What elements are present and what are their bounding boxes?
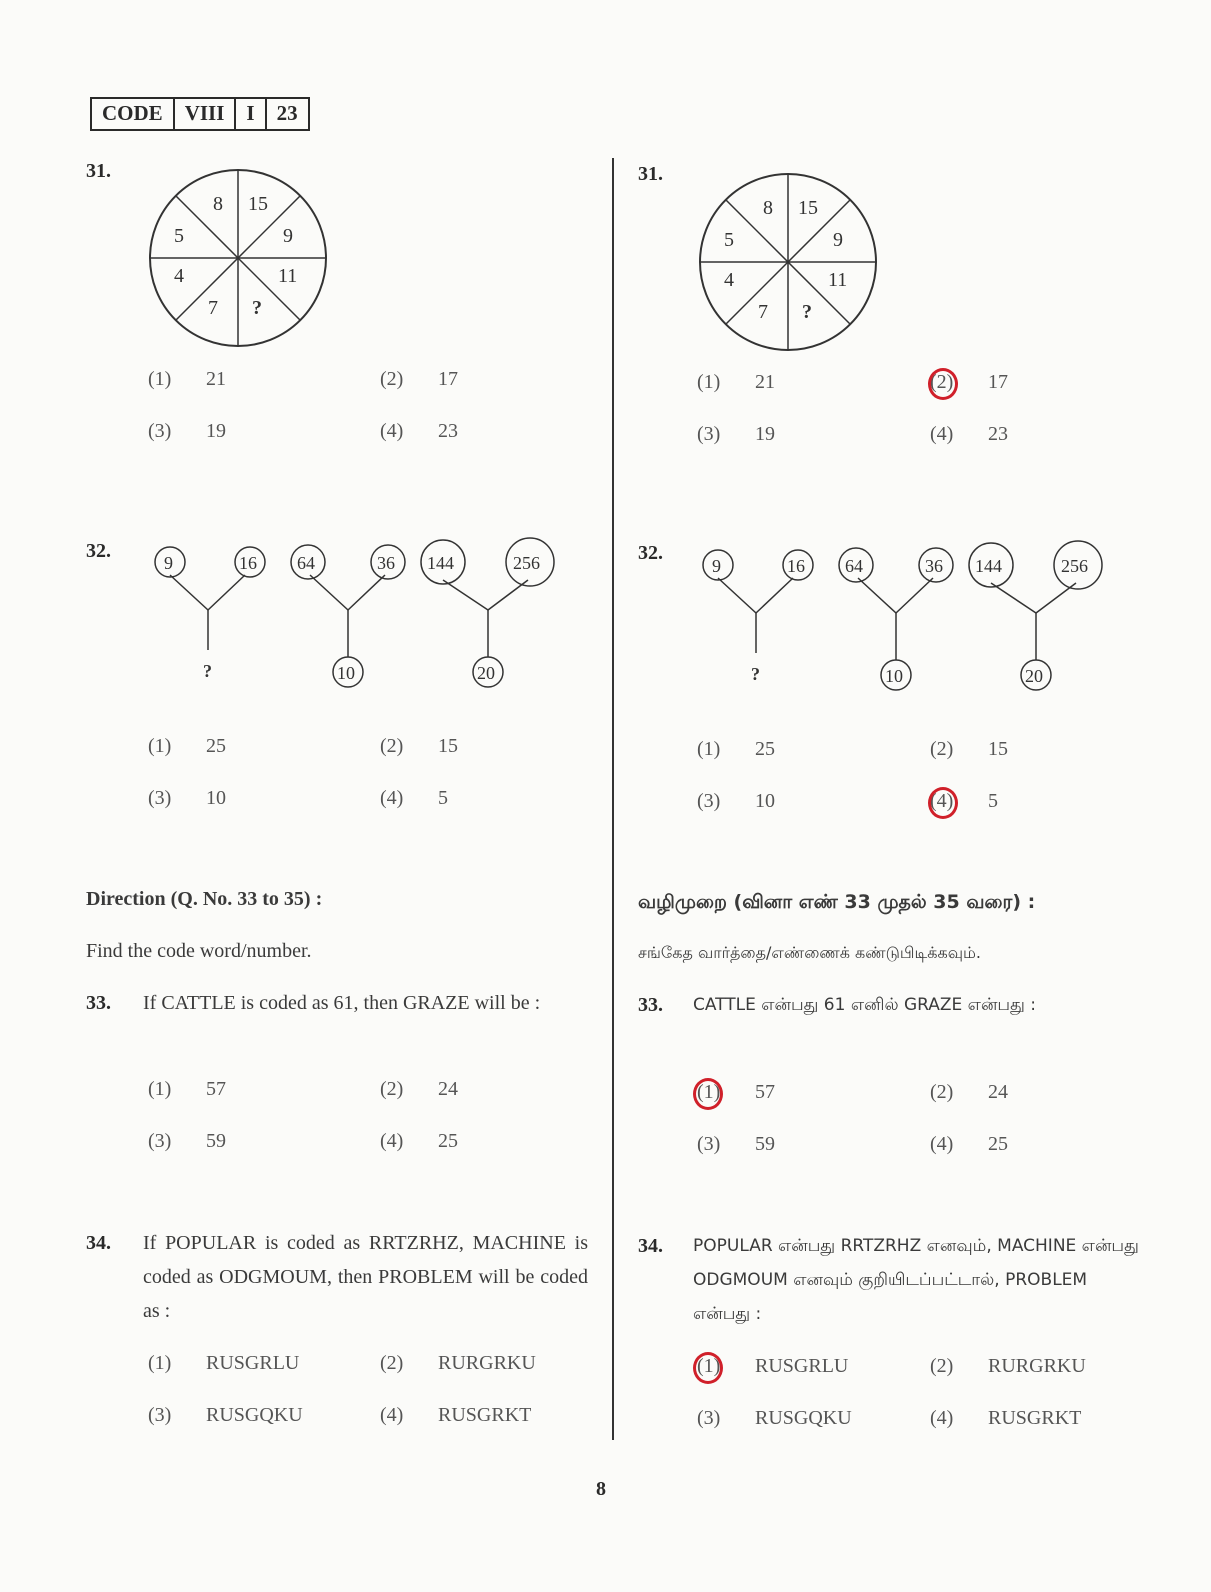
question-34-number: 34. [638, 1235, 663, 1257]
question-33-number: 33. [638, 994, 663, 1016]
question-34-text: If POPULAR is coded as RRTZRHZ, MACHINE is coded as ODGMOUM, then PROBLEM will be coded as : [143, 1232, 588, 1322]
code-label: CODE [92, 99, 175, 129]
tree-right: 16 [787, 556, 805, 576]
question-33-number: 33. [86, 992, 111, 1014]
option-1[interactable]: (1) RUSGRLU [148, 1352, 300, 1374]
option-1[interactable]: (1) 25 [148, 735, 226, 757]
tree-diagram [688, 538, 1108, 698]
option-2[interactable]: (2) 17 [380, 368, 458, 390]
code-class: VIII [175, 99, 237, 129]
page-number: 8 [596, 1478, 606, 1500]
option-3[interactable]: (3) RUSGQKU [148, 1404, 303, 1426]
tree-diagram [140, 535, 560, 695]
tree-bottom: 20 [477, 663, 495, 683]
option-2[interactable]: (2) 15 [930, 738, 1008, 760]
code-box [90, 97, 310, 131]
wheel-value: 7 [758, 301, 768, 323]
wheel-value: 8 [763, 197, 773, 219]
question-31-number: 31. [86, 160, 111, 182]
code-paper: I [236, 99, 266, 129]
option-2[interactable]: (2) 24 [380, 1078, 458, 1100]
wheel-value: 9 [283, 225, 293, 247]
wheel-value: 5 [174, 225, 184, 247]
option-4[interactable]: (4) RUSGRKT [380, 1404, 532, 1426]
direction-instruction: சங்கேத வார்த்தை/எண்ணைக் கண்டுபிடிக்கவும். [638, 943, 981, 962]
wheel-value: 7 [208, 297, 218, 319]
option-3[interactable]: (3) RUSGQKU [697, 1407, 852, 1429]
number-wheel [148, 168, 328, 348]
answer-mark-circle [928, 787, 958, 819]
column-divider [612, 158, 614, 1440]
wheel-value: 8 [213, 193, 223, 215]
wheel-value: 15 [798, 197, 818, 219]
tree-left: 64 [845, 556, 863, 576]
question-33-text: If CATTLE is coded as 61, then GRAZE will be : [143, 992, 541, 1014]
option-2[interactable]: (2) 24 [930, 1081, 1008, 1103]
answer-mark-circle [928, 368, 958, 400]
question-33-text: CATTLE என்பது 61 எனில் GRAZE என்பது : [693, 995, 1036, 1015]
wheel-value: 9 [833, 229, 843, 251]
option-3[interactable]: (3) 10 [148, 787, 226, 809]
tree-bottom: ? [203, 661, 212, 681]
answer-mark-circle [693, 1078, 723, 1110]
question-32-number: 32. [638, 542, 663, 564]
tree-left: 144 [427, 553, 454, 573]
question-31-number: 31. [638, 163, 663, 185]
option-1[interactable]: (1) 21 [148, 368, 226, 390]
tree-bottom: 20 [1025, 666, 1043, 686]
option-4[interactable]: (4) 25 [380, 1130, 458, 1152]
option-2-selected[interactable]: (2) 17 [930, 371, 1008, 393]
option-1[interactable]: (1) 57 [148, 1078, 226, 1100]
option-4[interactable]: (4) 23 [930, 423, 1008, 445]
option-2[interactable]: (2) RURGRKU [930, 1355, 1086, 1377]
tree-right: 16 [239, 553, 257, 573]
wheel-value: ? [802, 301, 812, 323]
wheel-value: 5 [724, 229, 734, 251]
tree-right: 36 [925, 556, 943, 576]
question-34-number: 34. [86, 1232, 111, 1254]
tree-right: 256 [1061, 556, 1088, 576]
option-4[interactable]: (4) 23 [380, 420, 458, 442]
option-1[interactable]: (1) 21 [697, 371, 775, 393]
option-4[interactable]: (4) 25 [930, 1133, 1008, 1155]
option-3[interactable]: (3) 10 [697, 790, 775, 812]
option-3[interactable]: (3) 19 [148, 420, 226, 442]
tree-bottom: 10 [885, 666, 903, 686]
option-4[interactable]: (4) 5 [380, 787, 448, 809]
tree-left: 9 [164, 553, 173, 573]
code-year: 23 [276, 101, 298, 125]
tree-left: 144 [975, 556, 1002, 576]
option-4[interactable]: (4) RUSGRKT [930, 1407, 1082, 1429]
option-3[interactable]: (3) 59 [697, 1133, 775, 1155]
tree-left: 64 [297, 553, 315, 573]
option-2[interactable]: (2) RURGRKU [380, 1352, 536, 1374]
direction-heading: வழிமுறை (வினா எண் 33 முதல் 35 வரை) : [638, 891, 1036, 913]
wheel-value: 15 [248, 193, 268, 215]
option-1-selected[interactable]: (1) 57 [697, 1081, 775, 1103]
wheel-value: ? [252, 297, 262, 319]
option-4-selected[interactable]: (4) 5 [930, 790, 998, 812]
option-1-selected[interactable]: (1) RUSGRLU [697, 1355, 849, 1377]
wheel-value: 11 [828, 269, 848, 291]
answer-mark-circle [693, 1352, 723, 1384]
tree-right: 256 [513, 553, 540, 573]
number-wheel [698, 172, 878, 352]
tree-bottom: 10 [337, 663, 355, 683]
wheel-value: 4 [724, 269, 734, 291]
option-3[interactable]: (3) 59 [148, 1130, 226, 1152]
option-3[interactable]: (3) 19 [697, 423, 775, 445]
question-32-number: 32. [86, 540, 111, 562]
direction-heading: Direction (Q. No. 33 to 35) : [86, 888, 323, 910]
wheel-value: 4 [174, 265, 184, 287]
tree-bottom: ? [751, 664, 760, 684]
direction-instruction: Find the code word/number. [86, 940, 312, 962]
tree-right: 36 [377, 553, 395, 573]
question-34-text: POPULAR என்பது RRTZRHZ எனவும், MACHINE என்பது ODGMOUM எனவும் குறியிடப்பட்டால், PROBLEM என்பது : [693, 1236, 1139, 1324]
option-1[interactable]: (1) 25 [697, 738, 775, 760]
tree-left: 9 [712, 556, 721, 576]
option-2[interactable]: (2) 15 [380, 735, 458, 757]
wheel-value: 11 [278, 265, 298, 287]
